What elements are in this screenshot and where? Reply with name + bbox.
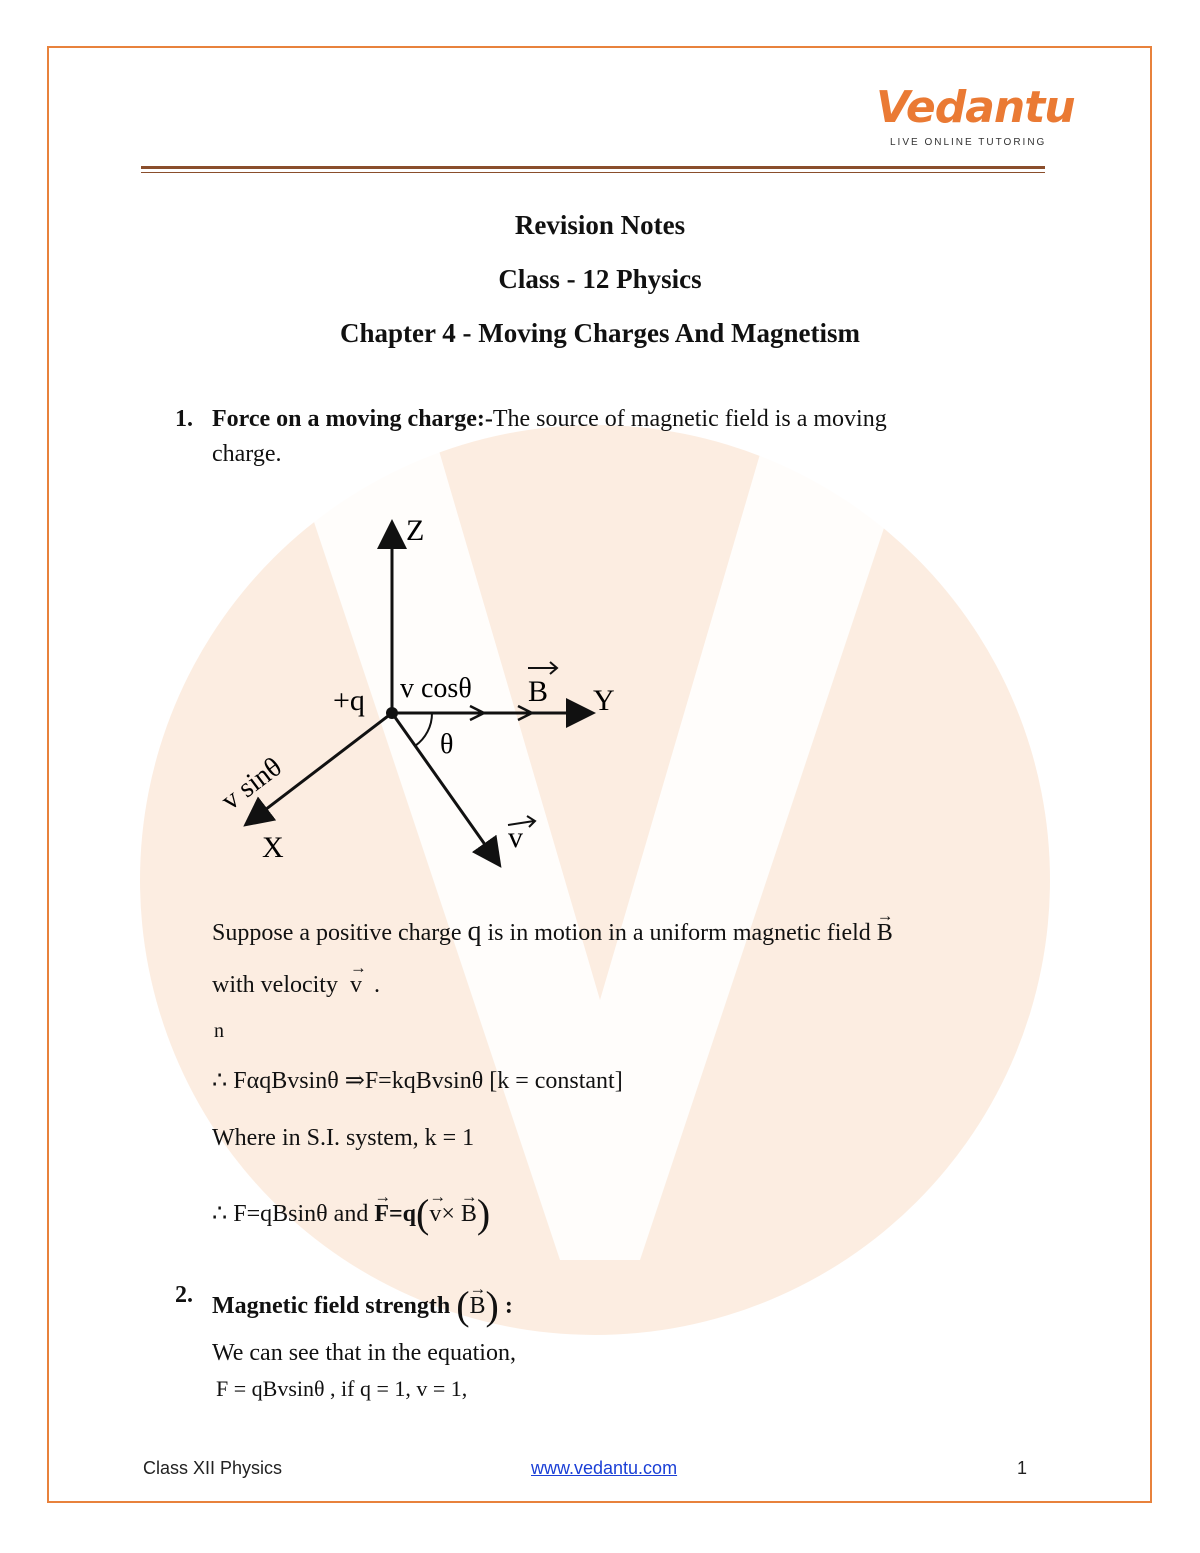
force-diagram bbox=[200, 505, 620, 885]
title-class: Class - 12 Physics bbox=[498, 264, 702, 294]
si-text: Where in S.I. system, bbox=[212, 1125, 419, 1151]
theta-label: θ bbox=[440, 729, 454, 760]
title-chapter: Chapter 4 - Moving Charges And Magnetism bbox=[339, 318, 860, 348]
vcos-label: v cosθ bbox=[400, 673, 472, 704]
equation-2-v-vector: → v bbox=[429, 1201, 441, 1228]
si-eq: k = 1 bbox=[424, 1125, 475, 1151]
section2-number: 2. bbox=[175, 1282, 193, 1308]
header-rule-thin bbox=[141, 172, 1045, 173]
equation-2-F-vector: → F bbox=[374, 1201, 389, 1228]
footer-page-number: 1 bbox=[1017, 1458, 1028, 1478]
v-label: v bbox=[508, 821, 523, 854]
para1-B-vector: → B bbox=[877, 920, 893, 947]
vsin-label: v sinθ bbox=[215, 751, 288, 817]
section2-eq: F = qBvsinθ , if q = 1, v = 1, bbox=[216, 1376, 468, 1401]
para2-start: with velocity bbox=[212, 972, 338, 998]
section1-heading-line bbox=[212, 406, 887, 433]
para1 bbox=[212, 916, 893, 948]
equation-2-eq: =q bbox=[389, 1201, 417, 1227]
logo-word: Vedantu bbox=[876, 82, 1075, 133]
section1-text1: The source of magnetic field is a moving bbox=[492, 406, 887, 432]
si-line bbox=[212, 1125, 474, 1152]
section2-B-vector: → B bbox=[470, 1293, 486, 1320]
section2-lparen: ( bbox=[456, 1283, 470, 1328]
title-revision-notes: Revision Notes bbox=[514, 210, 686, 240]
vedantu-logo bbox=[876, 82, 1075, 152]
equation-1-main: ∴ FαqBvsinθ ⇒F=kqBvsinθ bbox=[212, 1068, 484, 1094]
section1-number: 1. bbox=[175, 406, 193, 432]
b-label: B bbox=[528, 675, 549, 708]
z-label: Z bbox=[406, 514, 425, 547]
theta-arc bbox=[415, 713, 432, 746]
header-rule bbox=[141, 166, 1045, 169]
para2-v-vector: → v bbox=[350, 972, 362, 999]
x-label: X bbox=[262, 831, 284, 864]
para1-middle: is in motion in a uniform magnetic field bbox=[487, 920, 871, 946]
section2-colon: : bbox=[504, 1293, 513, 1319]
footer-link[interactable]: www.vedantu.com bbox=[531, 1458, 678, 1478]
equation-2 bbox=[212, 1190, 490, 1237]
equation-2-B-vector: → B bbox=[461, 1201, 477, 1228]
section1-text2: charge. bbox=[212, 441, 282, 467]
charge-label: +q bbox=[333, 684, 365, 717]
b-vector-mark bbox=[528, 662, 557, 674]
y-label: Y bbox=[593, 684, 615, 717]
section2-heading-line bbox=[212, 1282, 513, 1329]
logo-tagline: LIVE ONLINE TUTORING bbox=[890, 137, 1047, 148]
section2-text1: We can see that in the equation, bbox=[212, 1340, 516, 1366]
footer-class: Class XII Physics bbox=[143, 1458, 283, 1478]
stray-char: n bbox=[214, 1020, 224, 1042]
equation-2-times: × bbox=[441, 1201, 455, 1227]
section1-heading: Force on a moving charge:- bbox=[212, 406, 493, 432]
equation-1 bbox=[212, 1066, 623, 1095]
equation-2-rparen: ) bbox=[476, 1191, 491, 1236]
equation-1-bracket: [k = constant] bbox=[489, 1068, 623, 1094]
section2-heading: Magnetic field strength bbox=[212, 1293, 451, 1319]
equation-2-start: ∴ F=qBsinθ and bbox=[212, 1201, 369, 1227]
para1-q: q bbox=[467, 916, 482, 947]
equation-2-lparen: ( bbox=[416, 1191, 430, 1236]
charge-dot bbox=[386, 707, 398, 719]
section2-rparen: ) bbox=[485, 1283, 499, 1328]
para1-start: Suppose a positive charge bbox=[212, 920, 462, 946]
para2 bbox=[212, 972, 380, 999]
para2-end: . bbox=[373, 972, 380, 998]
